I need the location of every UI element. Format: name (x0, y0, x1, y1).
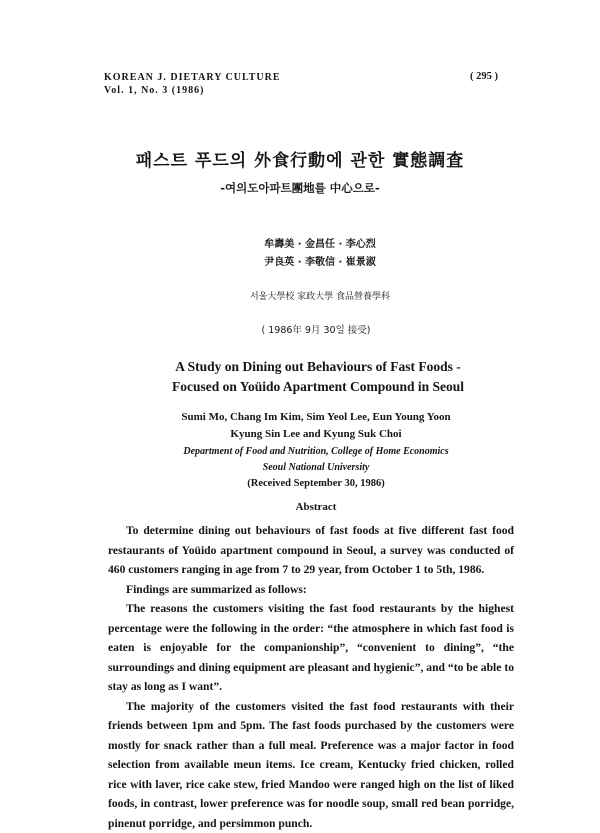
journal-header (104, 71, 281, 97)
korean-authors-line-2: 尹良英 · 李敬信 · 崔景淑 (20, 253, 600, 268)
english-department: Department of Food and Nutrition, College of Home Economics (16, 446, 600, 457)
korean-subtitle: -여의도아파트團地를 中心으로- (0, 180, 600, 196)
korean-affiliation: 서울大學校 家政大學 食品營養學科 (20, 289, 600, 302)
abstract-body (108, 521, 514, 833)
english-title-line-2: Focused on Yoüido Apartment Compound in Seoul (18, 379, 600, 395)
abstract-heading: Abstract (16, 501, 600, 513)
abstract-paragraph-1: To determine dining out behaviours of fast foods at five different fast food restaurants of Yoüido apartment compound in Seoul, a survey was conducted of 460 customers ranging in age from 7 to 29 year, from October 1 to 5th, 1986. (108, 521, 514, 580)
english-authors-line-2: Kyung Sin Lee and Kyung Suk Choi (16, 428, 600, 440)
abstract-paragraph-2: Findings are summarized as follows: (108, 580, 514, 600)
english-received-date: (Received September 30, 1986) (16, 478, 600, 489)
journal-name: KOREAN J. DIETARY CULTURE (104, 71, 281, 84)
korean-title: 패스트 푸드의 外食行動에 관한 實態調査 (0, 146, 600, 171)
english-authors-line-1: Sumi Mo, Chang Im Kim, Sim Yeol Lee, Eun Young Yoon (16, 411, 600, 423)
journal-volume: Vol. 1, No. 3 (1986) (104, 84, 281, 97)
english-university: Seoul National University (16, 462, 600, 473)
korean-received-date: ( 1986年 9月 30일 接受) (16, 322, 600, 336)
abstract-paragraph-3: The reasons the customers visiting the fast food restaurants by the highest percentage were the following in the order: “the atmosphere in which fast food is eaten is enjoyable for the companionship”, “convenient to dining”, “the surroundings and dining equipment are pleasant and hygienic”, and “to be able to stay as long as I want”. (108, 599, 514, 697)
korean-authors-line-1: 牟壽美 · 金昌任 · 李心烈 (20, 235, 600, 250)
abstract-paragraph-4: The majority of the customers visited the fast food restaurants with their friends between 1pm and 5pm. The fast foods purchased by the customers were mostly for snack rather than a full meal. Preference was a major factor in food selection from available meun items. Ice cream, Kentucky fried chicken, rolled rice with laver, rice cake stew, fried Mandoo were ranged high on the list of liked foods, in contrast, lower preference was for noodle soup, small red bean porridge, pinenut porridge, and persimmon punch. (108, 697, 514, 833)
english-title-line-1: A Study on Dining out Behaviours of Fast Foods - (18, 359, 600, 375)
page-number: ( 295 ) (470, 71, 498, 82)
